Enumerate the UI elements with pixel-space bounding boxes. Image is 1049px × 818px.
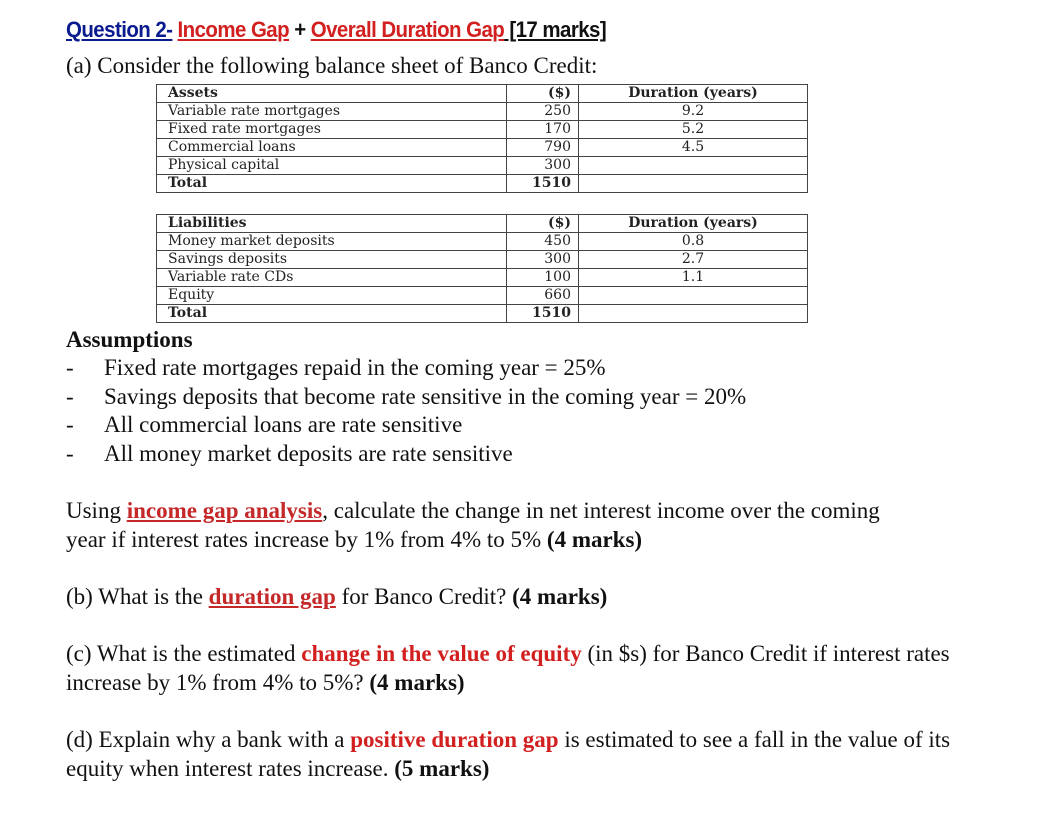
asset-duration: 9.2 (579, 103, 808, 121)
asset-name: Commercial loans (157, 139, 507, 157)
liability-amount: 660 (507, 287, 579, 305)
liability-duration (579, 287, 808, 305)
assets-total-duration (579, 175, 808, 193)
assets-total-label: Total (157, 175, 507, 193)
asset-amount: 790 (507, 139, 579, 157)
income-gap-analysis-term: income gap analysis (126, 498, 323, 523)
table-row (157, 157, 808, 175)
question-text: (c) What is the estimated (66, 641, 302, 666)
question-text: (in $s) for Banco Credit if interest rates (581, 641, 950, 666)
liability-duration: 2.7 (579, 251, 808, 269)
liabilities-header-duration: Duration (years) (579, 215, 808, 233)
income-gap-question-line1 (66, 497, 880, 525)
list-item (66, 411, 746, 440)
liability-amount: 450 (507, 233, 579, 251)
asset-amount: 300 (507, 157, 579, 175)
assets-total-row (157, 175, 808, 193)
liability-duration: 0.8 (579, 233, 808, 251)
assets-header-row (157, 85, 808, 103)
marks-label: (4 marks) (546, 527, 643, 552)
liability-duration: 1.1 (579, 269, 808, 287)
marks-label: (4 marks) (369, 670, 465, 695)
asset-name: Physical capital (157, 157, 507, 175)
liability-name: Savings deposits (157, 251, 507, 269)
question-text: equity when interest rates increase. (66, 756, 395, 781)
table-row (157, 287, 808, 305)
assumption-text: All money market deposits are rate sensitive (104, 440, 513, 466)
liabilities-total-duration (579, 305, 808, 323)
bullet-dash: - (66, 383, 74, 409)
question-d-line2 (66, 755, 489, 783)
question-text: Using (66, 498, 127, 523)
list-item (66, 383, 746, 412)
liabilities-header-row (157, 215, 808, 233)
assets-header-duration: Duration (years) (579, 85, 808, 103)
liability-amount: 100 (507, 269, 579, 287)
question-c-line1 (66, 640, 950, 668)
assumption-text: All commercial loans are rate sensitive (104, 412, 463, 437)
assets-table (156, 84, 808, 193)
table-row (157, 251, 808, 269)
liabilities-total-row (157, 305, 808, 323)
assumption-text: Fixed rate mortgages repaid in the coming year = 25% (104, 355, 606, 380)
assumptions-list (66, 354, 746, 468)
marks-label: (4 marks) (512, 584, 608, 609)
bullet-dash: - (66, 440, 74, 466)
positive-duration-gap-term: positive duration gap (350, 727, 559, 752)
question-text: , calculate the change in net interest income over the coming (322, 498, 880, 523)
asset-name: Fixed rate mortgages (157, 121, 507, 139)
liability-name: Money market deposits (157, 233, 507, 251)
heading-income-gap: Income Gap (177, 17, 290, 42)
table-row (157, 103, 808, 121)
assumption-text: Savings deposits that become rate sensitive in the coming year = 20% (104, 383, 747, 409)
liabilities-total-label: Total (157, 305, 507, 323)
asset-duration: 4.5 (579, 139, 808, 157)
assets-total-amount: 1510 (507, 175, 579, 193)
heading-duration-gap: Overall Duration Gap (310, 17, 505, 42)
heading-marks: [17 marks] (504, 17, 607, 42)
question-text: year if interest rates increase by 1% from 4% to 5% (66, 527, 547, 552)
question-text: is estimated to see a fall in the value of its (558, 727, 951, 752)
asset-name: Variable rate mortgages (157, 103, 507, 121)
table-row (157, 139, 808, 157)
liability-name: Variable rate CDs (157, 269, 507, 287)
list-item (66, 440, 746, 469)
question-text: for Banco Credit? (335, 584, 513, 609)
table-row (157, 233, 808, 251)
bullet-dash: - (66, 355, 74, 380)
asset-amount: 250 (507, 103, 579, 121)
bullet-dash: - (66, 412, 74, 437)
table-row (157, 121, 808, 139)
liability-amount: 300 (507, 251, 579, 269)
income-gap-question-line2 (66, 526, 642, 554)
asset-duration (579, 157, 808, 175)
question-d-line1 (66, 726, 950, 754)
list-item (66, 354, 746, 383)
question-c-line2 (66, 669, 465, 697)
part-a-intro: (a) Consider the following balance sheet of Banco Credit: (66, 53, 598, 78)
heading-prefix: Question 2- (66, 17, 173, 42)
question-heading (66, 16, 606, 44)
asset-amount: 170 (507, 121, 579, 139)
marks-label: (5 marks) (394, 756, 490, 781)
question-text: (d) Explain why a bank with a (66, 727, 351, 752)
assumptions-title: Assumptions (66, 327, 193, 352)
liabilities-header-amount: ($) (507, 215, 579, 233)
liabilities-table (156, 214, 808, 323)
assets-header-label: Assets (157, 85, 507, 103)
question-b (66, 583, 607, 611)
table-row (157, 269, 808, 287)
liabilities-header-label: Liabilities (157, 215, 507, 233)
question-text: increase by 1% from 4% to 5%? (66, 670, 370, 695)
question-text: (b) What is the (66, 584, 209, 609)
liabilities-total-amount: 1510 (507, 305, 579, 323)
change-in-equity-term: change in the value of equity (301, 641, 582, 666)
asset-duration: 5.2 (579, 121, 808, 139)
duration-gap-term: duration gap (208, 584, 336, 609)
liability-name: Equity (157, 287, 507, 305)
assets-header-amount: ($) (507, 85, 579, 103)
heading-plus: + (289, 17, 311, 42)
